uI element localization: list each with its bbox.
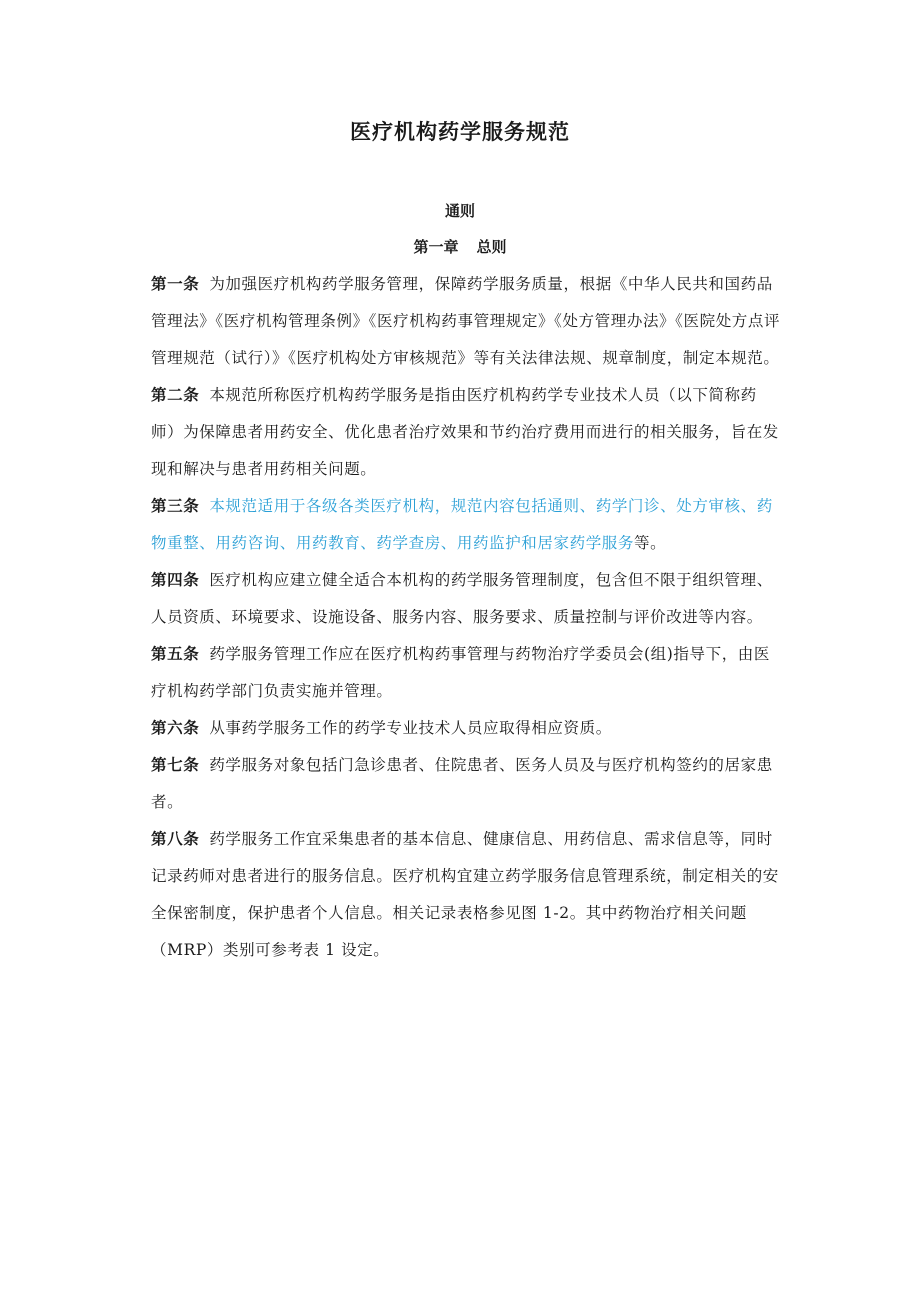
article-5 xyxy=(151,636,781,710)
article-text: 药学服务工作宜采集患者的基本信息、健康信息、用药信息、需求信息等，同时记录药师对患者进行的服务信息。医疗机构宜建立药学服务信息管理系统，制定相关的安全保密制度，保护患者个人信息。相关记录表格参见图 1-2。其中药物治疗相关问题（MRP）类别可参考表 1 设定。 xyxy=(151,830,779,959)
article-text-after: 等。 xyxy=(634,534,667,552)
article-text: 药学服务对象包括门急诊患者、住院患者、医务人员及与医疗机构签约的居家患者。 xyxy=(151,756,773,811)
article-label: 第六条 xyxy=(151,719,200,737)
article-8 xyxy=(151,821,781,969)
article-1 xyxy=(151,266,781,377)
article-text: 本规范所称医疗机构药学服务是指由医疗机构药学专业技术人员（以下简称药师）为保障患者用药安全、优化患者治疗效果和节约治疗费用而进行的相关服务，旨在发现和解决与患者用药相关问题。 xyxy=(151,386,779,478)
document-body xyxy=(151,266,781,969)
article-highlighted-text: 本规范适用于各级各类医疗机构，规范内容包括通则、药学门诊、处方审核、药物重整、用药咨询、用药教育、药学查房、用药监护和居家药学服务 xyxy=(151,497,773,552)
article-label: 第一条 xyxy=(151,275,200,293)
article-label: 第二条 xyxy=(151,386,200,404)
article-label: 第八条 xyxy=(151,830,200,848)
chapter-heading xyxy=(0,236,920,257)
document-title: 医疗机构药学服务规范 xyxy=(350,120,570,144)
article-2 xyxy=(151,377,781,488)
article-7 xyxy=(151,747,781,821)
article-label: 第七条 xyxy=(151,756,200,774)
article-label: 第五条 xyxy=(151,645,200,663)
article-text: 为加强医疗机构药学服务管理，保障药学服务质量，根据《中华人民共和国药品管理法》《医疗机构管理条例》《医疗机构药事管理规定》《处方管理办法》《医院处方点评管理规范（试行）》《医疗机构处方审核规范》等有关法律法规、规章制度，制定本规范。 xyxy=(151,275,781,367)
article-text: 从事药学服务工作的药学专业技术人员应取得相应资质。 xyxy=(209,719,612,737)
chapter-name: 总则 xyxy=(476,238,507,256)
article-label: 第四条 xyxy=(151,571,200,589)
article-label: 第三条 xyxy=(151,497,200,515)
article-text: 药学服务管理工作应在医疗机构药事管理与药物治疗学委员会(组)指导下，由医疗机构药学部门负责实施并管理。 xyxy=(151,645,771,700)
article-4 xyxy=(151,562,781,636)
chapter-number: 第一章 xyxy=(413,238,459,256)
article-text: 医疗机构应建立健全适合本机构的药学服务管理制度，包含但不限于组织管理、人员资质、环境要求、设施设备、服务内容、服务要求、质量控制与评价改进等内容。 xyxy=(151,571,773,626)
section-heading: 通则 xyxy=(444,202,475,220)
article-6 xyxy=(151,710,781,747)
article-3 xyxy=(151,488,781,562)
